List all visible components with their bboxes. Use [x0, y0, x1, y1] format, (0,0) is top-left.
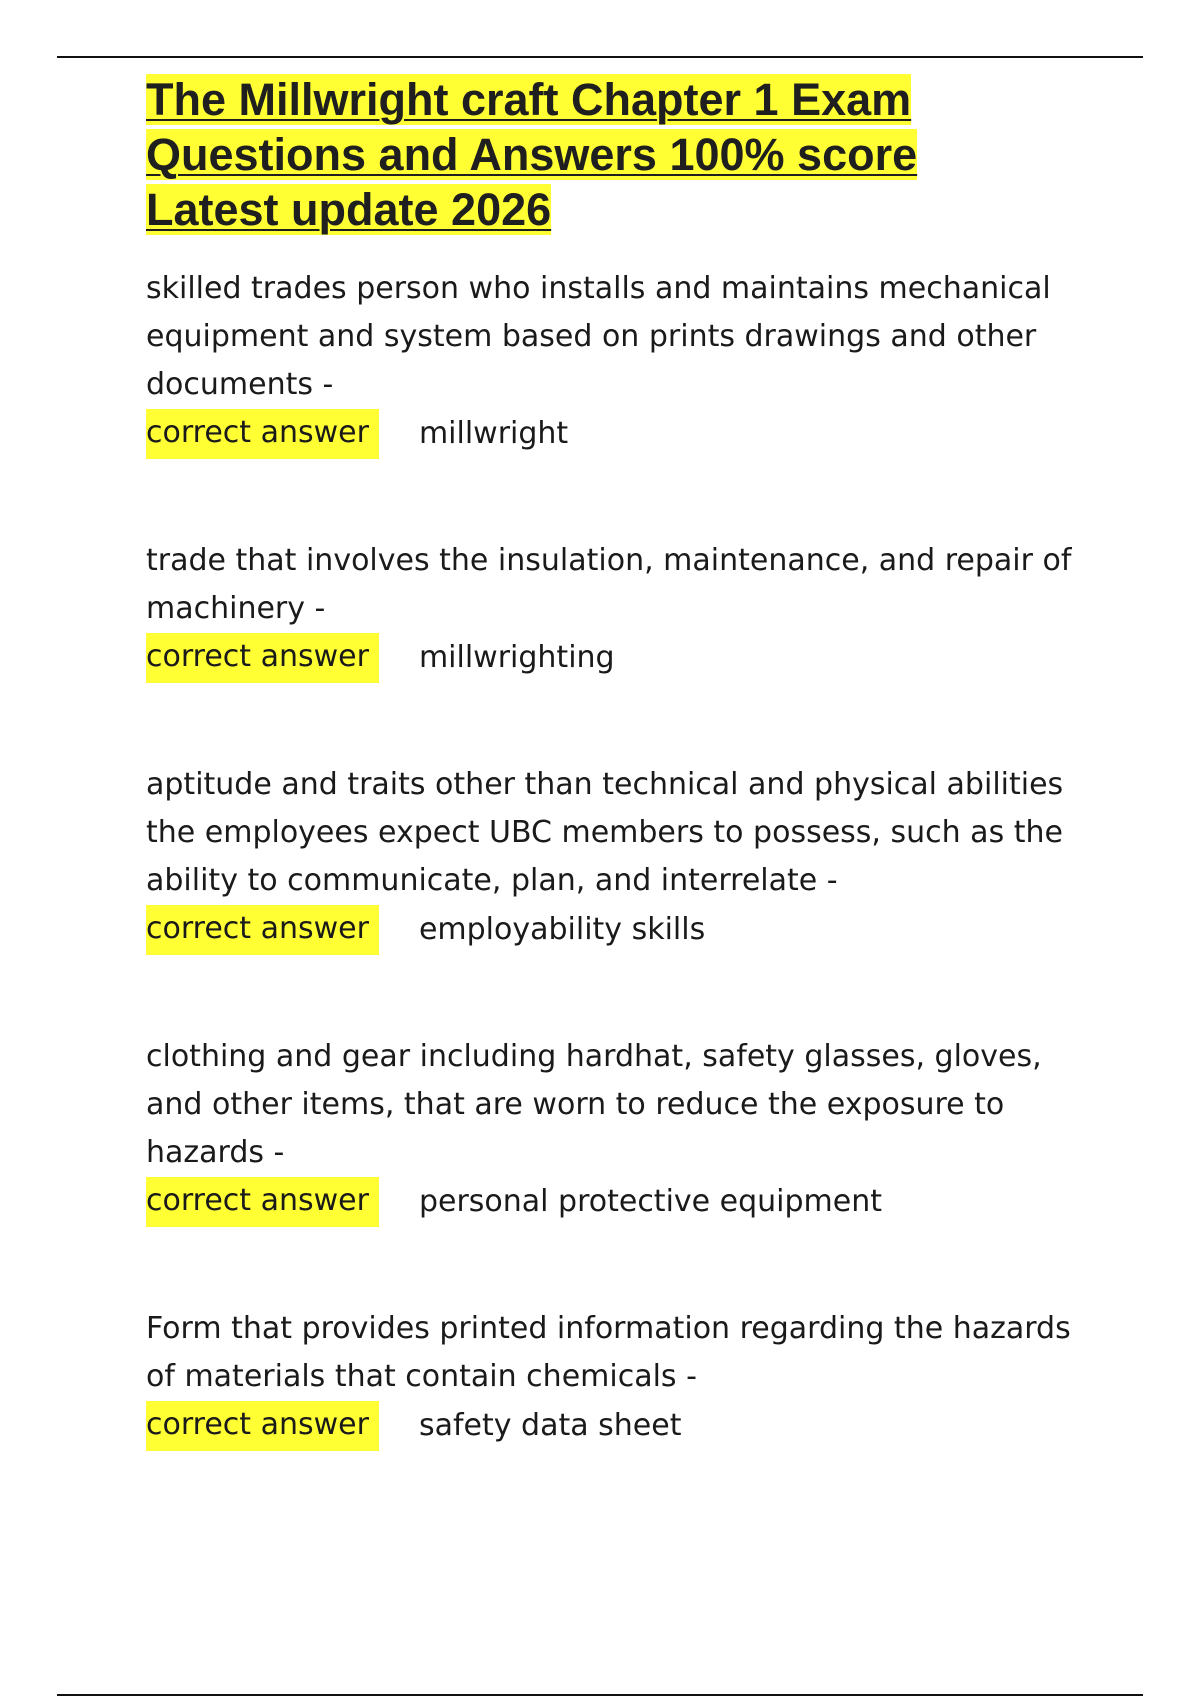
qa-item — [146, 265, 1106, 459]
document-title-text: The Millwright craft Chapter 1 Exam Questions and Answers 100% score Latest update 2026 — [146, 74, 918, 235]
qa-item — [146, 761, 1106, 955]
answer-label: correct answer — [146, 409, 379, 459]
bottom-divider — [57, 1694, 1143, 1696]
document-title — [146, 72, 1006, 237]
answer-text: millwrighting — [418, 640, 615, 675]
qa-item — [146, 1033, 1106, 1227]
document-body — [146, 72, 1106, 1529]
answer-line — [146, 409, 1106, 459]
qa-item — [146, 537, 1106, 683]
answer-line — [146, 1177, 1106, 1227]
answer-label: correct answer — [146, 1401, 379, 1451]
answer-text: millwright — [418, 416, 569, 451]
answer-text: safety data sheet — [418, 1408, 682, 1443]
question-text: aptitude and traits other than technical and physical abilities the employees expect UBC members to possess, such as the ability to communicate, plan, and interrelate - — [146, 767, 1064, 898]
answer-label: correct answer — [146, 633, 379, 683]
question-text: skilled trades person who installs and maintains mechanical equipment and system based on prints drawings and other documents - — [146, 271, 1051, 402]
answer-line — [146, 905, 1106, 955]
answer-text: employability skills — [418, 912, 706, 947]
question-text: Form that provides printed information regarding the hazards of materials that contain chemicals - — [146, 1311, 1071, 1394]
question-text: clothing and gear including hardhat, safety glasses, gloves, and other items, that are worn to reduce the exposure to hazards - — [146, 1039, 1042, 1170]
top-divider — [57, 56, 1143, 58]
answer-line — [146, 633, 1106, 683]
answer-text: personal protective equipment — [418, 1184, 883, 1219]
qa-list — [146, 265, 1106, 1451]
answer-label: correct answer — [146, 905, 379, 955]
question-text: trade that involves the insulation, maintenance, and repair of machinery - — [146, 543, 1072, 626]
answer-label: correct answer — [146, 1177, 379, 1227]
qa-item — [146, 1305, 1106, 1451]
answer-line — [146, 1401, 1106, 1451]
